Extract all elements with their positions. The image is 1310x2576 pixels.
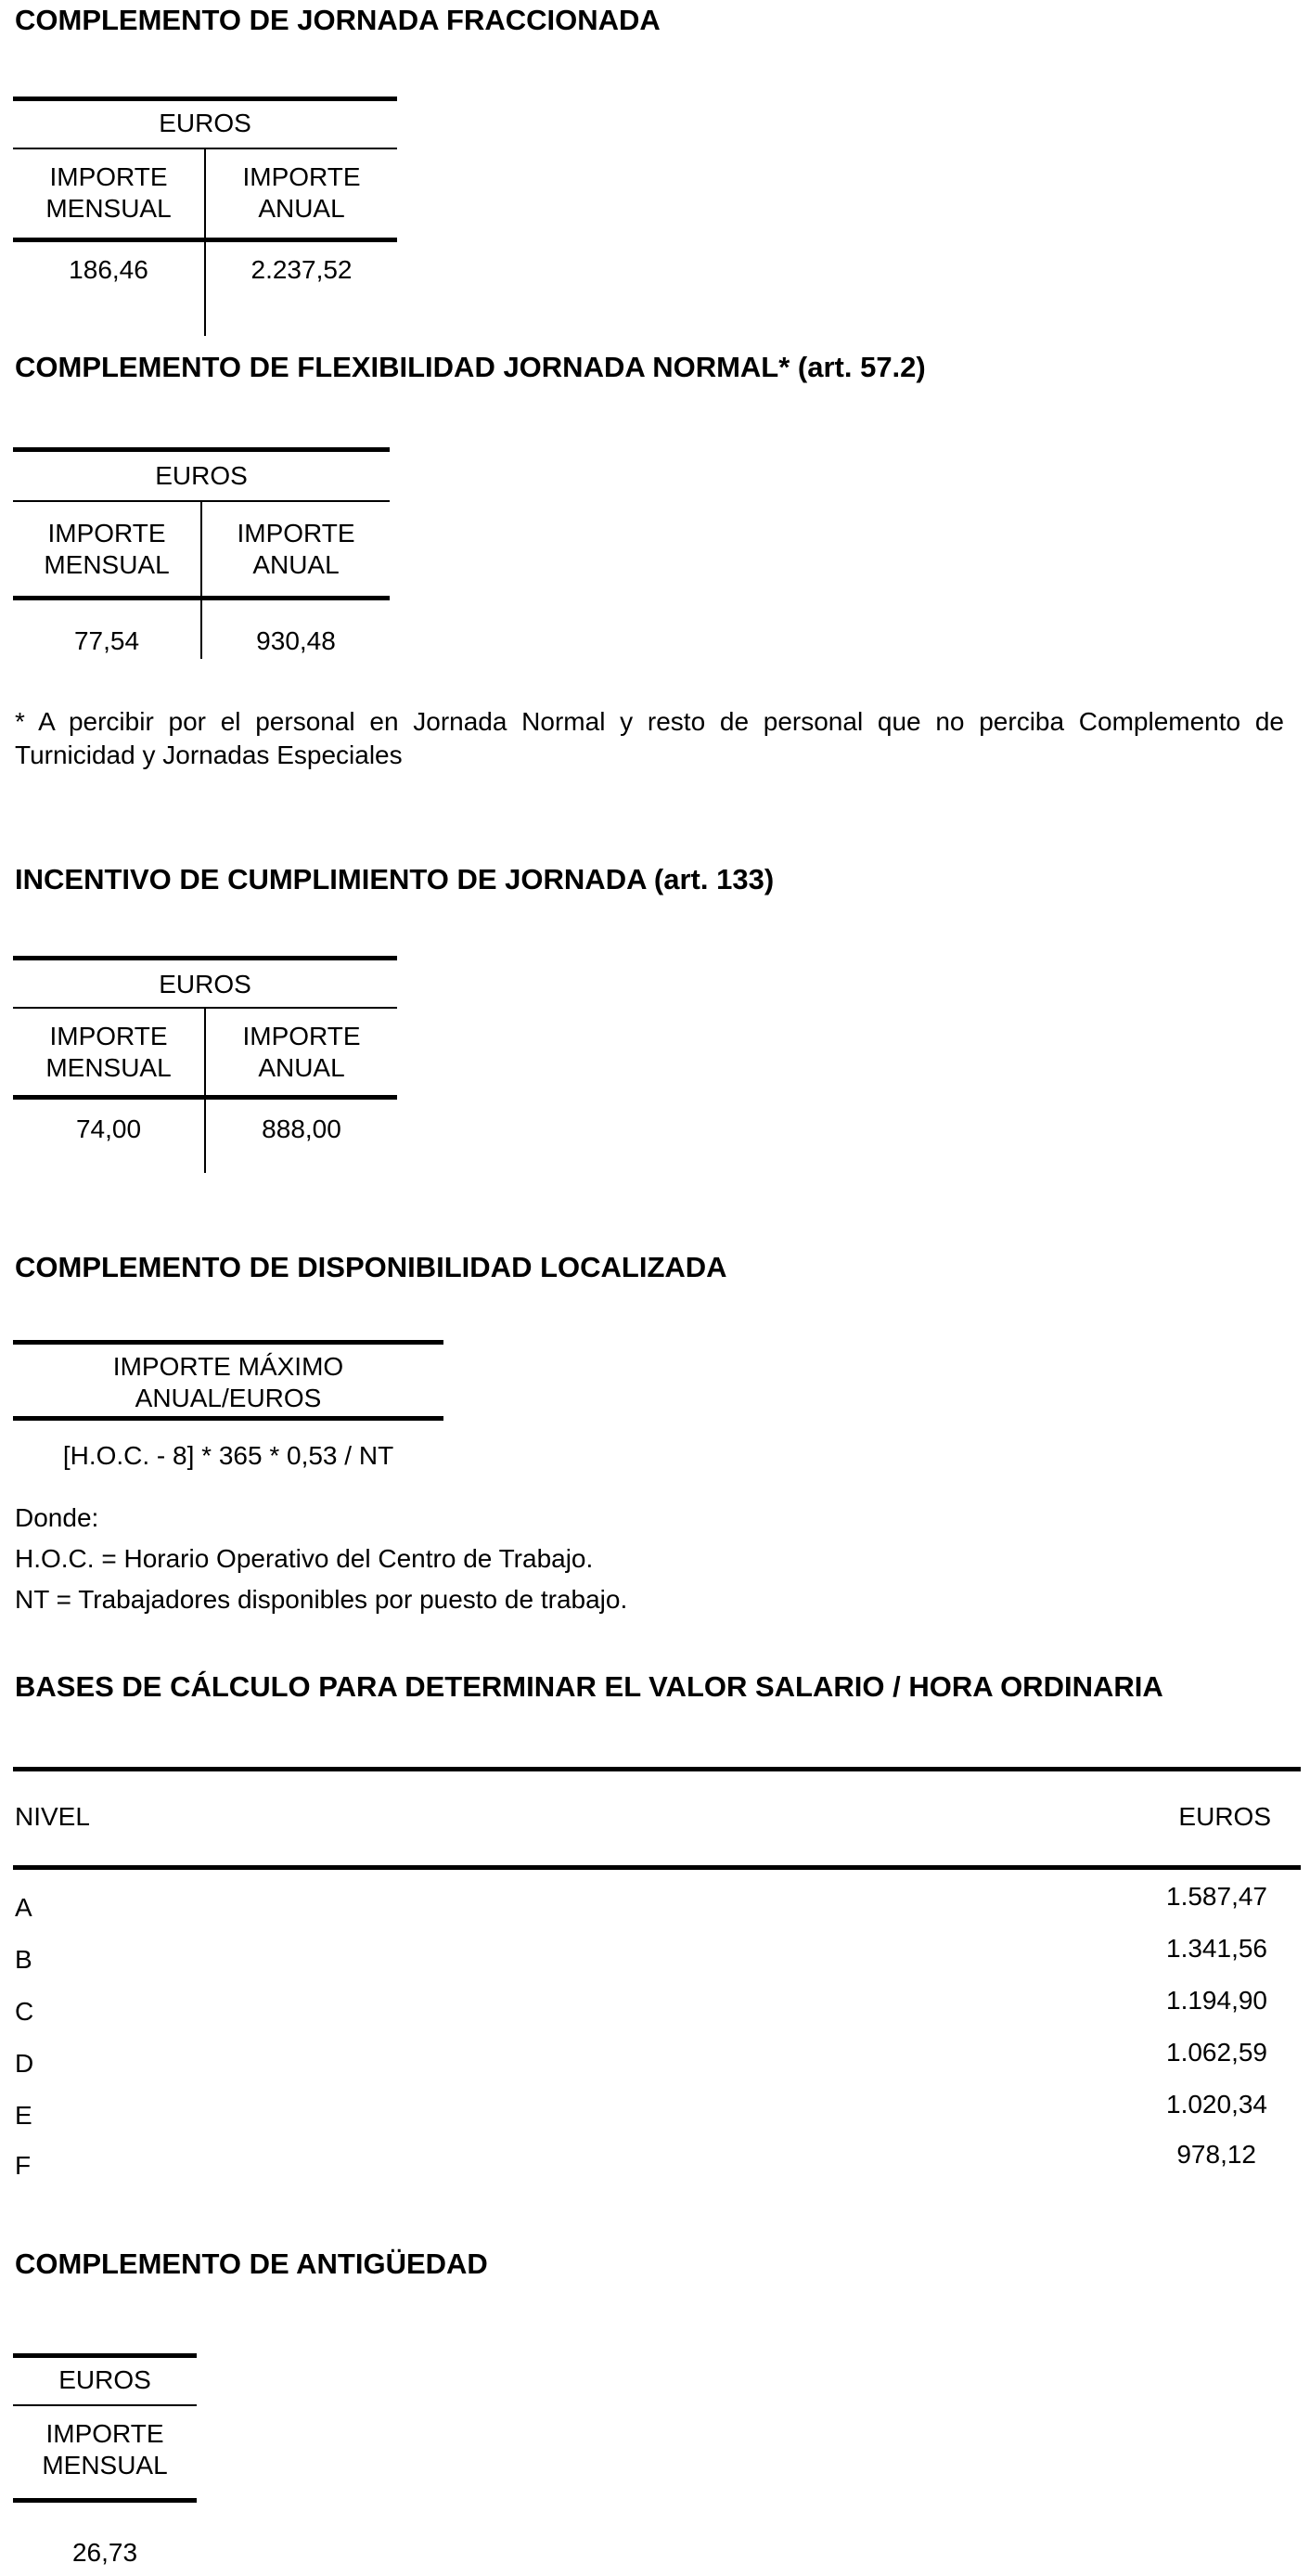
row-nivel: D	[15, 2049, 34, 2078]
header-importe-mensual: IMPORTE MENSUAL	[44, 519, 170, 579]
row-nivel: A	[15, 1893, 32, 1922]
value-importe-anual: 888,00	[262, 1114, 341, 1143]
header-importe-anual: IMPORTE ANUAL	[242, 162, 361, 223]
table-jornada-fraccionada	[13, 97, 397, 290]
group-header-euros: EUROS	[155, 461, 248, 490]
group-header-euros: EUROS	[159, 109, 251, 137]
table-bases	[13, 1767, 1301, 2194]
header-importe-anual: IMPORTE ANUAL	[242, 1022, 361, 1082]
table-top-rule	[13, 2353, 197, 2358]
table-top-rule	[13, 1767, 1301, 1771]
row-euros: 1.020,34	[1166, 2090, 1267, 2119]
table-flexibilidad	[13, 447, 390, 659]
value-importe-mensual: 74,00	[75, 1114, 142, 1143]
table-top-rule	[13, 447, 390, 452]
group-header-euros: EUROS	[159, 970, 251, 998]
header-importe-mensual: IMPORTE MENSUAL	[42, 2419, 168, 2479]
header-importe-maximo: IMPORTE MÁXIMO ANUAL/EUROS	[112, 1352, 344, 1412]
table-top-rule	[13, 97, 397, 101]
header-euros: EUROS	[1178, 1802, 1271, 1831]
table-header-rule	[13, 1416, 443, 1421]
row-nivel: F	[15, 2151, 32, 2180]
table-top-rule	[13, 956, 397, 960]
row-nivel: B	[15, 1945, 32, 1974]
section-title-bases: BASES DE CÁLCULO PARA DETERMINAR EL VALOR SALARIO / HORA ORDINARIA	[15, 1670, 1163, 1703]
table-rule	[13, 2404, 197, 2406]
table-header-rule	[13, 238, 397, 242]
header-nivel: NIVEL	[15, 1802, 90, 1831]
table-incentivo	[13, 956, 397, 1145]
table-header-rule	[13, 2498, 197, 2503]
footnote-flexibilidad: * A percibir por el personal en Jornada Normal y resto de personal que no perciba Complemento de Turnicidad y Jornadas Especiales	[15, 707, 1284, 769]
row-euros: 1.341,56	[1166, 1934, 1267, 1963]
table-antiguedad	[13, 2353, 197, 2572]
header-importe-anual: IMPORTE ANUAL	[237, 519, 355, 579]
section-title-jornada-fraccionada: COMPLEMENTO DE JORNADA FRACCIONADA	[15, 4, 661, 36]
row-euros: 978,12	[1176, 2140, 1256, 2169]
header-importe-mensual: IMPORTE MENSUAL	[45, 162, 172, 223]
value-importe-mensual: 26,73	[71, 2538, 138, 2567]
value-importe-anual: 2.237,52	[250, 255, 353, 284]
row-euros: 1.587,47	[1166, 1882, 1267, 1911]
row-nivel: C	[15, 1997, 34, 2026]
definition-hoc: H.O.C. = Horario Operativo del Centro de Trabajo.	[15, 1544, 594, 1573]
row-euros: 1.194,90	[1166, 1986, 1267, 2015]
value-importe-anual: 930,48	[256, 626, 336, 655]
section-title-disponibilidad: COMPLEMENTO DE DISPONIBILIDAD LOCALIZADA	[15, 1251, 727, 1283]
table-top-rule	[13, 1340, 443, 1345]
label-donde: Donde:	[15, 1503, 99, 1532]
table-header-rule	[13, 596, 390, 600]
table-header-rule	[13, 1865, 1301, 1870]
section-title-flexibilidad: COMPLEMENTO DE FLEXIBILIDAD JORNADA NORMAL* (art. 57.2)	[15, 351, 926, 383]
definition-nt: NT = Trabajadores disponibles por puesto de trabajo.	[15, 1585, 628, 1614]
row-nivel: E	[15, 2101, 32, 2130]
value-importe-mensual: 77,54	[73, 626, 140, 655]
formula-value: [H.O.C. - 8] * 365 * 0,53 / NT	[62, 1441, 394, 1470]
table-disponibilidad	[13, 1340, 443, 1475]
row-euros: 1.062,59	[1166, 2038, 1267, 2067]
value-importe-mensual: 186,46	[69, 255, 148, 284]
section-title-incentivo: INCENTIVO DE CUMPLIMIENTO DE JORNADA (art. 133)	[15, 863, 775, 895]
group-header-euros: EUROS	[58, 2365, 151, 2394]
section-title-antiguedad: COMPLEMENTO DE ANTIGÜEDAD	[15, 2248, 488, 2280]
header-importe-mensual: IMPORTE MENSUAL	[45, 1022, 172, 1082]
table-header-rule	[13, 1095, 397, 1100]
